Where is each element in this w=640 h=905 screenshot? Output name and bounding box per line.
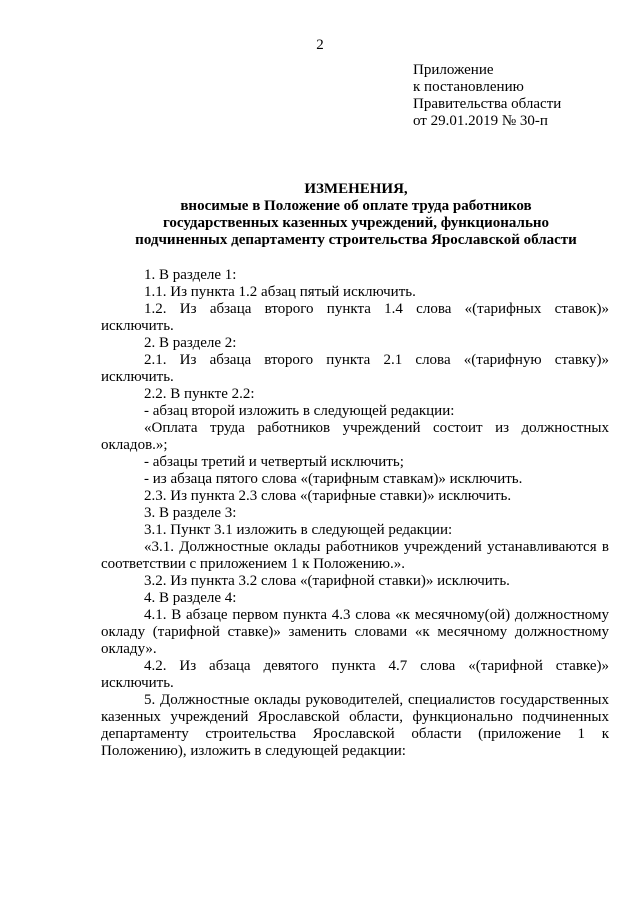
paragraph: «Оплата труда работников учреждений состоит из должностных окладов.»; — [101, 420, 609, 453]
appendix-line: Правительства области — [413, 96, 562, 112]
paragraph: 3. В разделе 3: — [144, 505, 237, 521]
appendix-line: к постановлению — [413, 79, 524, 95]
paragraph: - абзац второй изложить в следующей редакции: — [144, 403, 455, 419]
paragraph: 5. Должностные оклады руководителей, специалистов государственных казенных учреждений Ярославской области, функционально подчиненных департаменту строительства Ярославской области (приложение 1 к Положению), изложить в следующей редакции: — [101, 692, 609, 759]
paragraph: 1.1. Из пункта 1.2 абзац пятый исключить. — [144, 284, 416, 300]
title-line: подчиненных департаменту строительства Ярославской области — [135, 232, 577, 248]
paragraph: 3.2. Из пункта 3.2 слова «(тарифной ставки)» исключить. — [144, 573, 510, 589]
document-title — [96, 181, 616, 249]
paragraph: 2.2. В пункте 2.2: — [144, 386, 255, 402]
paragraph: 1. В разделе 1: — [144, 267, 237, 283]
paragraph: 1.2. Из абзаца второго пункта 1.4 слова «(тарифных ставок)» исключить. — [101, 301, 609, 334]
paragraph: - абзацы третий и четвертый исключить; — [144, 454, 404, 470]
paragraph: 2.3. Из пункта 2.3 слова «(тарифные ставки)» исключить. — [144, 488, 512, 504]
paragraph: «3.1. Должностные оклады работников учреждений устанавливаются в соответствии с приложением 1 к Положению.». — [101, 539, 609, 572]
title-heading: ИЗМЕНЕНИЯ, — [304, 181, 408, 197]
paragraph: 2.1. Из абзаца второго пункта 2.1 слова «(тарифную ставку)» исключить. — [101, 352, 609, 385]
page-number: 2 — [316, 37, 324, 53]
appendix-line: Приложение — [413, 62, 494, 78]
paragraph: 4. В разделе 4: — [144, 590, 237, 606]
paragraph: 2. В разделе 2: — [144, 335, 237, 351]
appendix-reference — [413, 62, 561, 130]
paragraph: 4.1. В абзаце первом пункта 4.3 слова «к месячному(ой) должностному окладу (тарифной ставке)» заменить словами «к месячному должностному окладу». — [101, 607, 609, 657]
title-line: государственных казенных учреждений, функционально — [162, 215, 550, 231]
paragraph: 4.2. Из абзаца девятого пункта 4.7 слова «(тарифной ставке)» исключить. — [101, 658, 609, 691]
paragraph: - из абзаца пятого слова «(тарифным ставкам)» исключить. — [144, 471, 523, 487]
title-line: вносимые в Положение об оплате труда работников — [180, 198, 532, 214]
paragraph: 3.1. Пункт 3.1 изложить в следующей редакции: — [144, 522, 453, 538]
document-body — [101, 267, 609, 760]
appendix-line: от 29.01.2019 № 30-п — [413, 113, 548, 129]
